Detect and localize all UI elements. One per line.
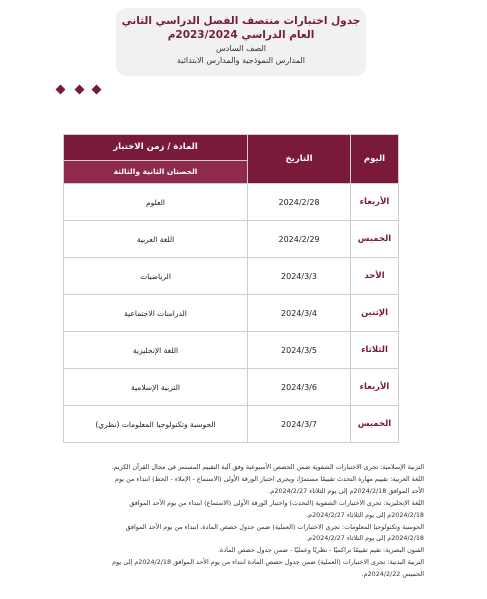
- date-cell: 2024/3/6: [248, 369, 351, 406]
- table-row: [64, 221, 399, 258]
- grade-label: الصف السادس: [216, 44, 266, 53]
- day-cell: الخميس: [351, 221, 399, 258]
- note-line: الفنون البصرية: تقيم تقييمًا تراكميًا - نظريًا وعمليًا - ضمن جدول حصص المادة.: [217, 546, 424, 555]
- note-line: 2024/2/18م إلى يوم الثلاثاء 2024/2/27م.: [306, 510, 424, 519]
- subject-cell: العلوم: [64, 184, 248, 221]
- header-day: اليوم: [351, 135, 399, 184]
- diamond-icon: [56, 85, 66, 95]
- subject-cell: الحوسبة وتكنولوجيا المعلومات (نظري): [64, 406, 248, 443]
- subject-cell: الرياضيات: [64, 258, 248, 295]
- note-line: اللغة العربية: تقييم مهارة التحدث تقييمًا مستمرًا، ويجرى اختبار الورقة الأولى (الاستماع - الإملاء - الخط) ابتداء من يوم: [115, 474, 424, 483]
- note-line: التربية البدنية: تجرى الاختبارات (العملية) ضمن جدول حصص المادة ابتداء من يوم الأحد الموافق 2024/2/18م إلى يوم: [112, 558, 424, 567]
- academic-year: العام الدراسي 2023/2024م: [167, 29, 315, 41]
- table-row: [64, 258, 399, 295]
- header-date: التاريخ: [248, 135, 351, 184]
- note-line: الأحد الموافق 2024/2/18م إلى يوم الثلاثاء 2024/2/27م.: [268, 486, 424, 495]
- note-line: التربية الإسلامية: تجرى الاختبارات الشفوية ضمن الحصص الأسبوعية وفق آلية التقييم المستمر في مجال القرآن الكريم.: [111, 463, 424, 471]
- notes-section: [72, 462, 424, 581]
- note-line: الخميس 2024/2/22م.: [361, 570, 424, 579]
- schools-label: المدارس النموذجية والمدارس الابتدائية: [177, 56, 305, 65]
- decorative-diamonds: [55, 84, 115, 96]
- date-cell: 2024/3/7: [248, 406, 351, 443]
- day-cell: الثلاثاء: [351, 332, 399, 369]
- header-box: [116, 8, 366, 76]
- note-line: 2024/2/18م إلى يوم الثلاثاء 2024/2/27م.: [306, 534, 424, 543]
- header-period: الحصتان الثانية والثالثة: [64, 160, 248, 183]
- table-row: [64, 332, 399, 369]
- day-cell: الأربعاء: [351, 184, 399, 221]
- page-title: جدول اختبارات منتصف الفصل الدراسي الثاني: [121, 15, 361, 27]
- exam-schedule-table: [63, 134, 399, 443]
- date-cell: 2024/3/5: [248, 332, 351, 369]
- table-row: [64, 184, 399, 221]
- table-row: [64, 295, 399, 332]
- day-cell: الخميس: [351, 406, 399, 443]
- date-cell: 2024/3/4: [248, 295, 351, 332]
- date-cell: 2024/3/3: [248, 258, 351, 295]
- subject-cell: اللغة العربية: [64, 221, 248, 258]
- day-cell: الإثنين: [351, 295, 399, 332]
- date-cell: 2024/2/29: [248, 221, 351, 258]
- diamond-icon: [92, 85, 102, 95]
- date-cell: 2024/2/28: [248, 184, 351, 221]
- note-line: الحوسبة وتكنولوجيا المعلومات: تجرى الاختبارات (العملية) ضمن جدول حصص المادة، ابتداء من يوم الأحد الموافق: [125, 522, 424, 531]
- note-line: اللغة الإنجليزية: تجرى الاختبارات الشفوية (التحدث) واختبار الورقة الأولى (الاستماع) ابتداء من يوم الأحد الموافق: [129, 498, 424, 507]
- subject-cell: الدراسات الاجتماعية: [64, 295, 248, 332]
- day-cell: الأحد: [351, 258, 399, 295]
- subject-cell: اللغة الإنجليزية: [64, 332, 248, 369]
- table-row: [64, 406, 399, 443]
- diamond-icon: [75, 85, 85, 95]
- subject-cell: التربية الإسلامية: [64, 369, 248, 406]
- table-row: [64, 369, 399, 406]
- day-cell: الأربعاء: [351, 369, 399, 406]
- header-subject: المادة / زمن الاختبار: [64, 135, 248, 161]
